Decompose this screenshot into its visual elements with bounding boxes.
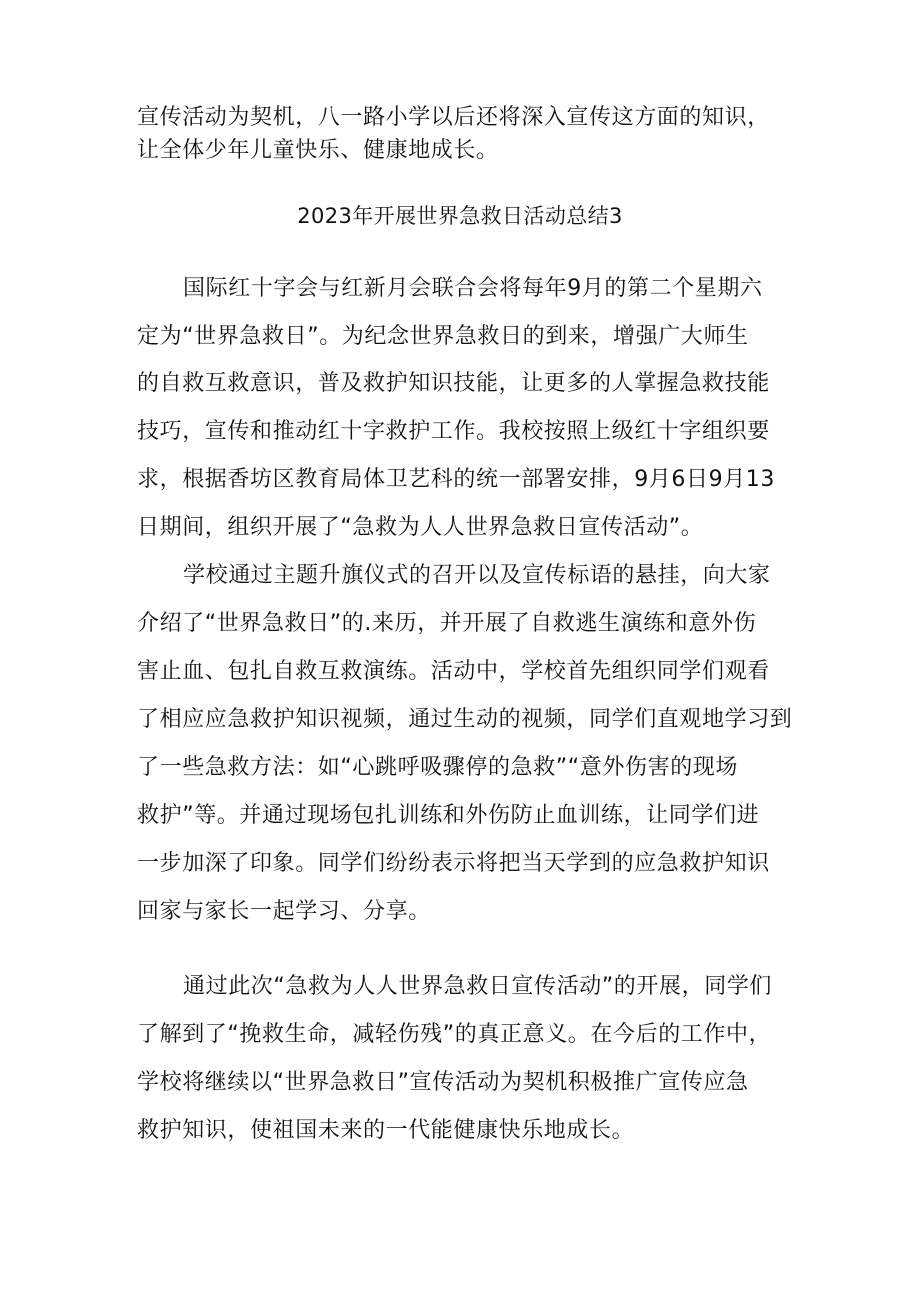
intro-line-2: 让全体少年儿童快乐、健康地成长。 — [137, 138, 499, 163]
paragraph-1-line-6: 日期间，组织开展了“急救为人人世界急救日宣传活动”。 — [137, 515, 704, 540]
paragraph-3-line-3: 学校将继续以“世界急救日”宣传活动为契机积极推广宣传应急 — [137, 1070, 749, 1095]
paragraph-1-line-3: 的自救互救意识，普及救护知识技能，让更多的人掌握急救技能 — [137, 371, 770, 396]
paragraph-1-line-5: 求，根据香坊区教育局体卫艺科的统一部署安排，9月6日9月13 — [137, 467, 775, 492]
paragraph-1-line-1: 国际红十字会与红新月会联合会将每年9月的第二个星期六 — [183, 276, 763, 301]
paragraph-3-line-1: 通过此次“急救为人人世界急救日宣传活动”的开展，同学们 — [183, 974, 772, 999]
paragraph-2-line-6: 救护”等。并通过现场包扎训练和外伤防止血训练，让同学们进 — [137, 803, 760, 828]
paragraph-2-line-3: 害止血、包扎自救互救演练。活动中，学校首先组织同学们观看 — [137, 659, 770, 684]
intro-line-1: 宣传活动为契机，八一路小学以后还将深入宣传这方面的知识， — [137, 105, 770, 130]
paragraph-2-line-7: 一步加深了印象。同学们纷纷表示将把当天学到的应急救护知识 — [137, 851, 770, 876]
section-title: 2023年开展世界急救日活动总结3 — [297, 204, 623, 228]
paragraph-3-line-4: 救护知识，使祖国未来的一代能健康快乐地成长。 — [137, 1118, 635, 1143]
paragraph-2-line-8: 回家与家长一起学习、分享。 — [137, 899, 431, 924]
paragraph-1-line-4: 技巧，宣传和推动红十字救护工作。我校按照上级红十字组织要 — [137, 419, 770, 444]
paragraph-1-line-2: 定为“世界急救日”。为纪念世界急救日的到来，增强广大师生 — [137, 324, 749, 349]
paragraph-2-line-4: 了相应应急救护知识视频，通过生动的视频，同学们直观地学习到 — [137, 707, 793, 732]
paragraph-2-line-1: 学校通过主题升旗仪式的召开以及宣传标语的悬挂，向大家 — [183, 563, 771, 588]
paragraph-3-line-2: 了解到了“挽救生命，减轻伤残”的真正意义。在今后的工作中， — [137, 1022, 772, 1047]
paragraph-2-line-5: 了一些急救方法：如“心跳呼吸骤停的急救”“意外伤害的现场 — [137, 755, 738, 780]
paragraph-2-line-2: 介绍了“世界急救日”的.来历，并开展了自救逃生演练和意外伤 — [137, 611, 757, 636]
